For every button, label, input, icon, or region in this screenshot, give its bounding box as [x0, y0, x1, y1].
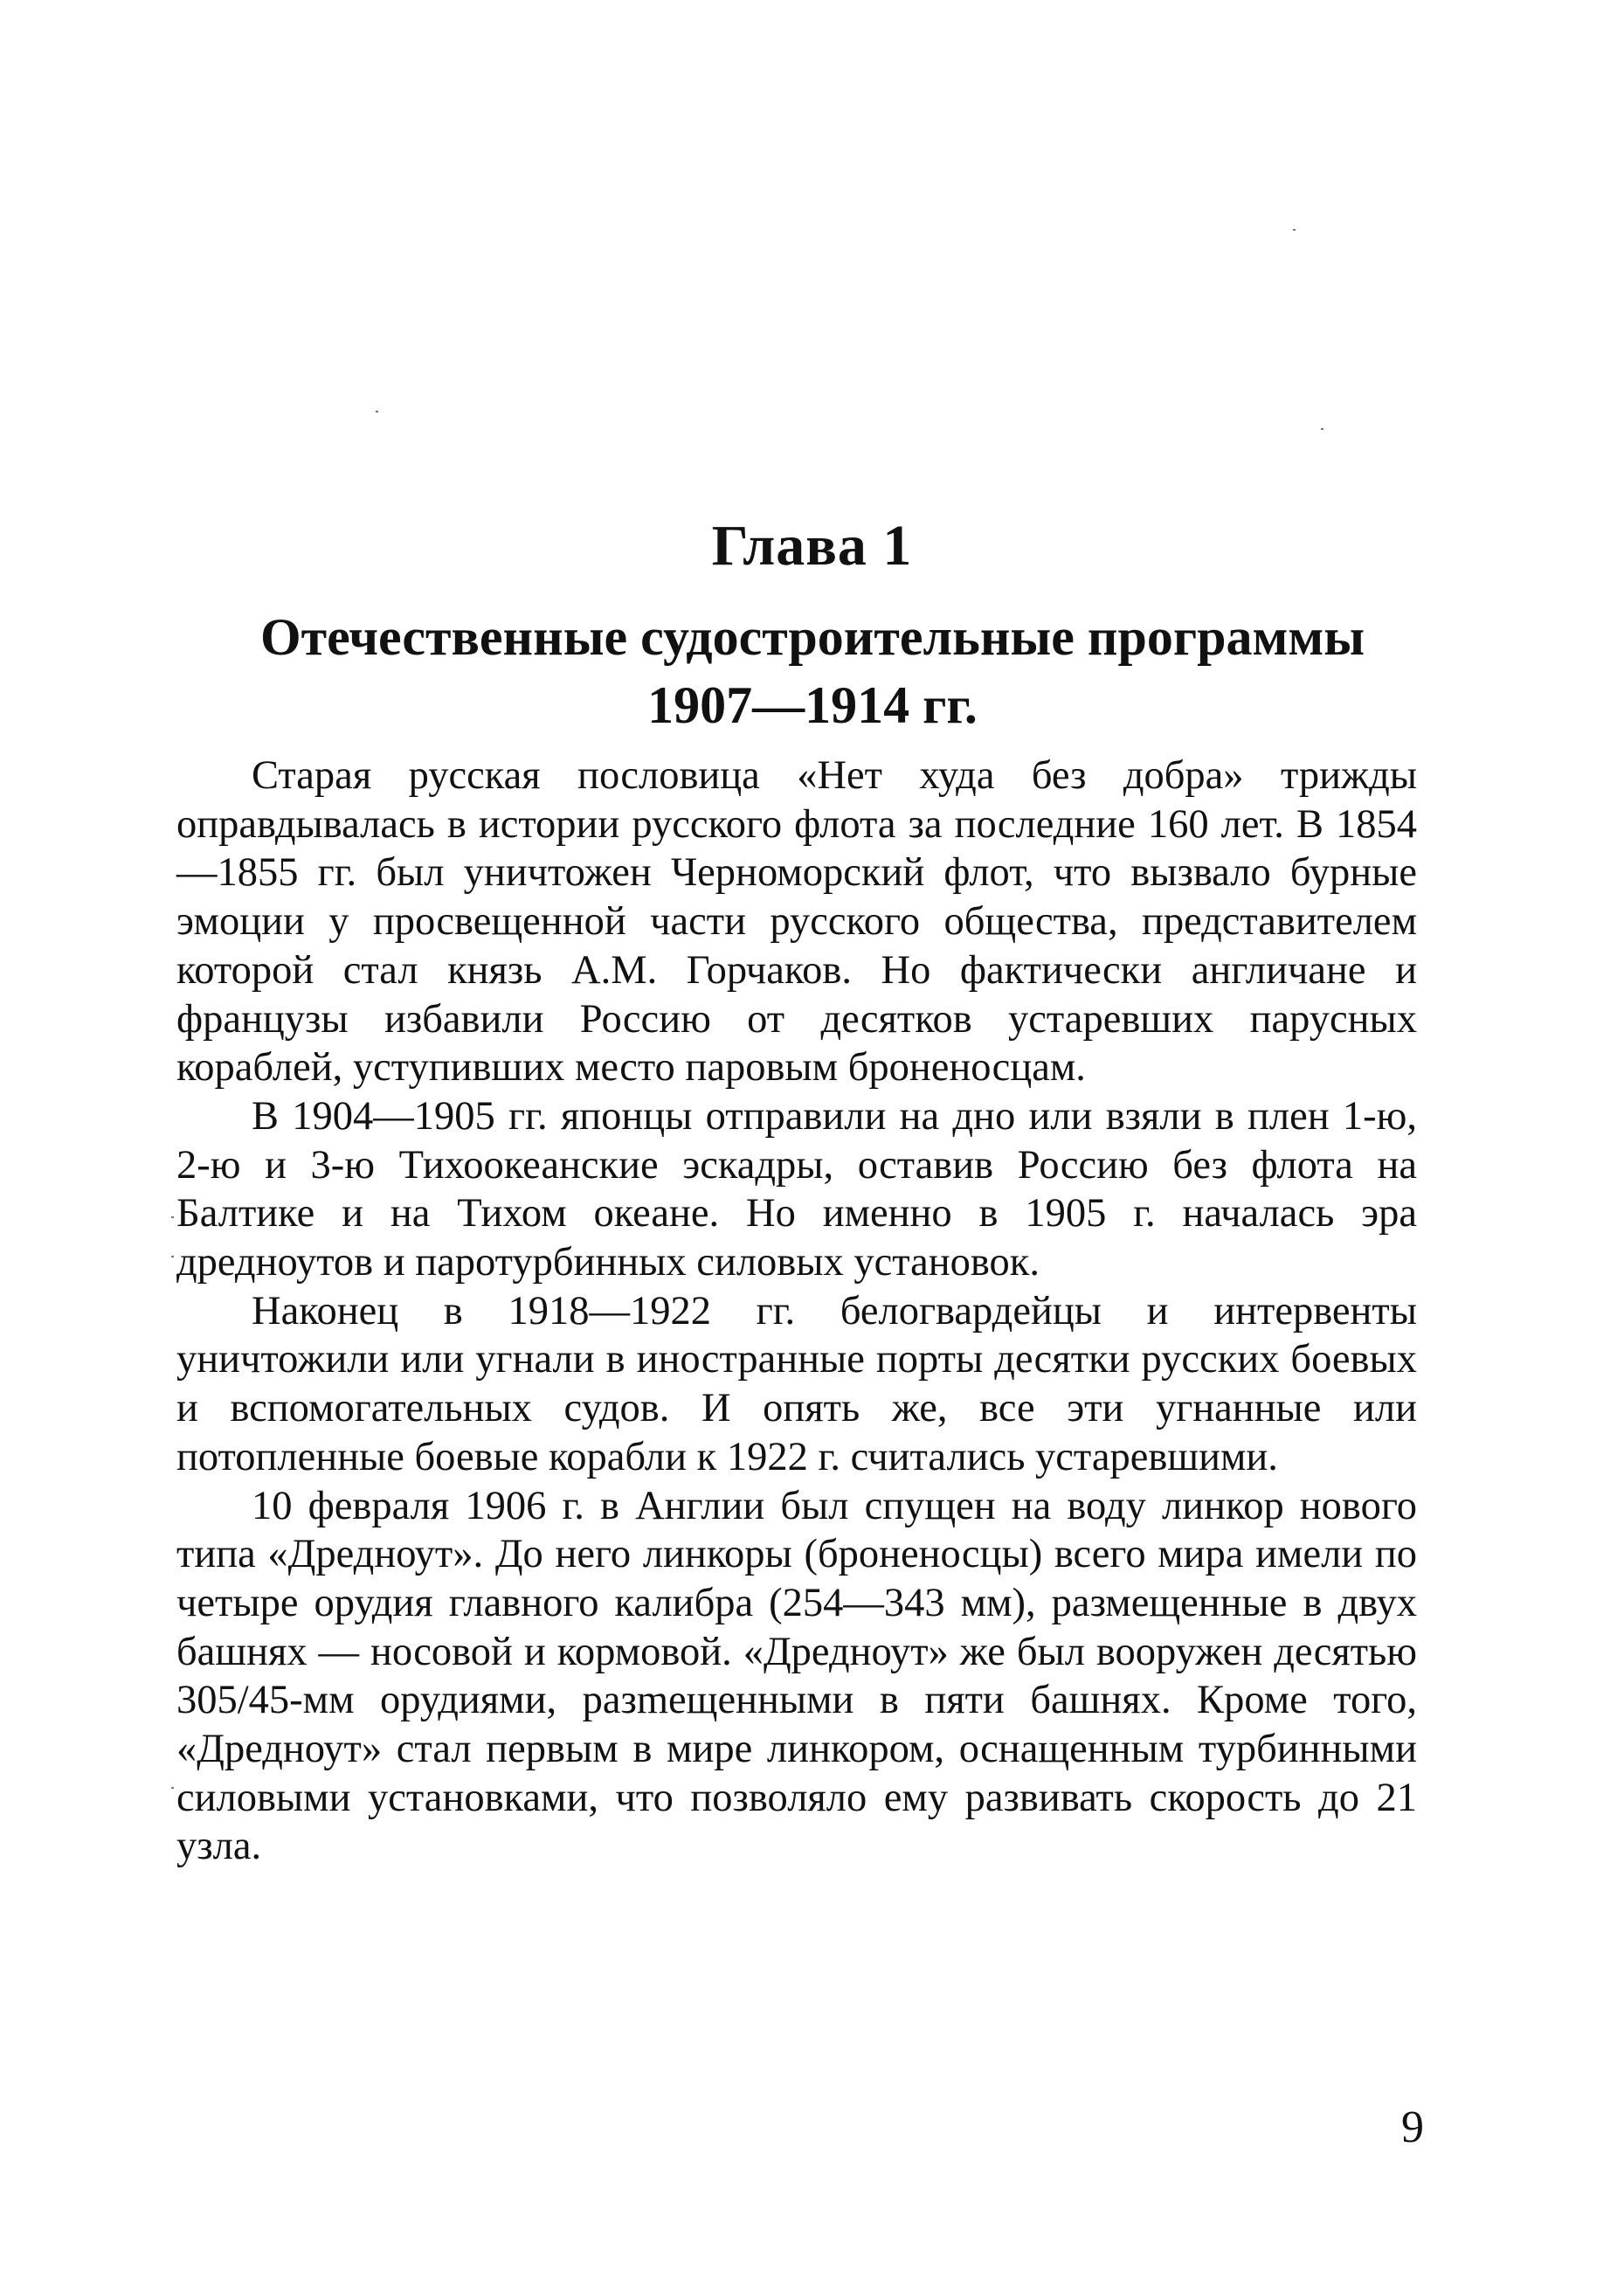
scan-speck	[1293, 229, 1296, 231]
paragraph: 10 февраля 1906 г. в Англии был спущен на воду линкор нового типа «Дредноут». До него линкоры (броненосцы) всего мира имели по четыре орудия главного калибра (254—343 мм), размещенные в двух башнях — носовой и кормовой. «Дредноут» же был вооружен десятью 305/45-мм орудиями, разmещенными в пяти башнях. Кроме того, «Дредноут» стал первым в мире линкором, оснащенным турбинными силовыми установками, что позволяло ему развивать скорость до 21 узла.	[176, 1483, 1417, 1869]
paragraph: Старая русская пословица «Нет худа без добра» трижды оправдывалась в истории русского флота за последние 160 лет. В 1854—1855 гг. был уничтожен Черноморский флот, что вызвало бурные эмоции у просвещенной части русского общества, представителем которой стал князь А.М. Горчаков. Но фактически англичане и французы избавили Россию от десятков устаревших парусных кораблей, уступивших место паровым броненосцам.	[176, 753, 1417, 1091]
chapter-title-years: 1907—1914 гг.	[647, 676, 978, 734]
paragraph: Наконец в 1918—1922 гг. белогвардейцы и интервенты уничтожили или угнали в иностранные порты десятки русских боевых и вспомогательных судов. И опять же, все эти угнанные или потопленные боевые корабли к 1922 г. считались устаревшими.	[176, 1288, 1417, 1479]
scan-speck	[171, 1256, 174, 1257]
chapter-body	[176, 752, 1417, 1871]
chapter-title	[218, 603, 1406, 739]
scan-speck	[171, 1216, 174, 1218]
page-number: 9	[1401, 2102, 1424, 2152]
paragraph: В 1904—1905 гг. японцы отправили на дно или взяли в плен 1-ю, 2-ю и 3-ю Тихоокеанские эскадры, оставив Россию без флота на Балтике и на Тихом океане. Но именно в 1905 г. началась эра дредноутов и паротурбинных силовых установок.	[176, 1093, 1417, 1285]
chapter-label: Глава 1	[711, 514, 913, 578]
scan-speck	[1321, 428, 1323, 430]
scan-speck	[171, 1787, 174, 1789]
chapter-title-line: Отечественные судостроительные программы	[259, 608, 1365, 666]
scan-speck	[376, 411, 378, 412]
